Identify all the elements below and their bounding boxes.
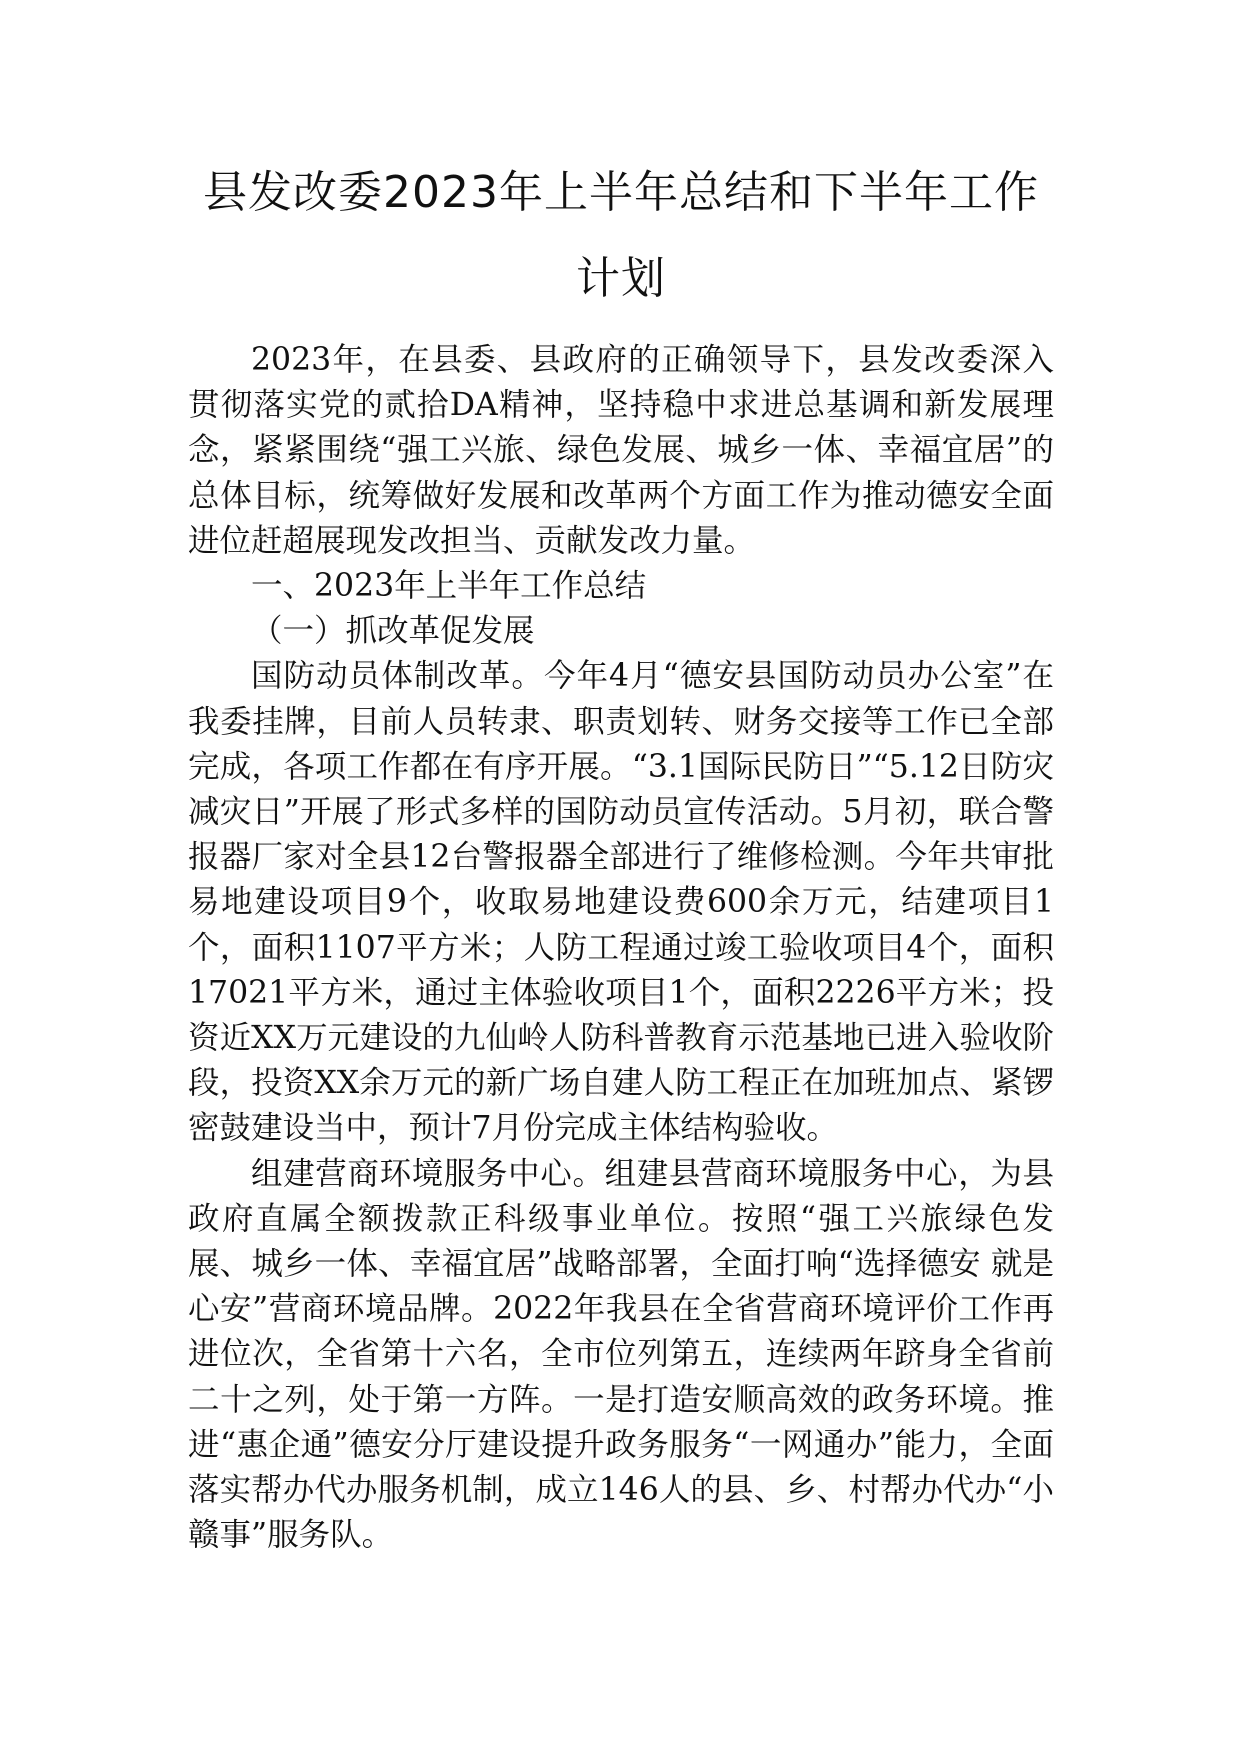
section-heading: 一、2023年上半年工作总结: [251, 568, 647, 605]
document-body: [188, 338, 1054, 1558]
title-line-2: 计划: [576, 253, 666, 304]
title-line-1: 县发改委2023年上半年总结和下半年工作: [203, 167, 1039, 218]
intro-paragraph: 2023年，在县委、县政府的正确领导下，县发改委深入贯彻落实党的贰拾DA精神，坚持稳中求进总基调和新发展理念，紧紧围绕“强工兴旅、绿色发展、城乡一体、幸福宜居”的总体目标，统筹做好发展和改革两个方面工作为推动德安全面进位赶超展现发改担当、贡献发改力量。: [188, 342, 1054, 559]
subsection-heading: （一）抓改革促发展: [251, 613, 535, 650]
document-page: [188, 150, 1054, 1558]
paragraph-business-environment: 组建营商环境服务中心。组建县营商环境服务中心，为县政府直属全额拨款正科级事业单位。按照“强工兴旅绿色发展、城乡一体、幸福宜居”战略部署，全面打响“选择德安 就是心安”营商环境品牌。2022年我县在全省营商环境评价工作再进位次，全省第十六名，全市位列第五，连续两年跻身全省前二十之列，处于第一方阵。一是打造安顺高效的政务环境。推进“惠企通”德安分厅建设提升政务服务“一网通办”能力，全面落实帮办代办服务机制，成立146人的县、乡、村帮办代办“小赣事”服务队。: [188, 1155, 1054, 1554]
document-title: [188, 150, 1054, 322]
paragraph-defense-mobilization: 国防动员体制改革。今年4月“德安县国防动员办公室”在我委挂牌，目前人员转隶、职责划转、财务交接等工作已全部完成，各项工作都在有序开展。“3.1国际民防日”“5.12日防灾减灾日”开展了形式多样的国防动员宣传活动。5月初，联合警报器厂家对全县12台警报器全部进行了维修检测。今年共审批易地建设项目9个，收取易地建设费600余万元，结建项目1个，面积1107平方米；人防工程通过竣工验收项目4个，面积17021平方米，通过主体验收项目1个，面积2226平方米；投资近XX万元建设的九仙岭人防科普教育示范基地已进入验收阶段，投资XX余万元的新广场自建人防工程正在加班加点、紧锣密鼓建设当中，预计7月份完成主体结构验收。: [188, 658, 1054, 1147]
